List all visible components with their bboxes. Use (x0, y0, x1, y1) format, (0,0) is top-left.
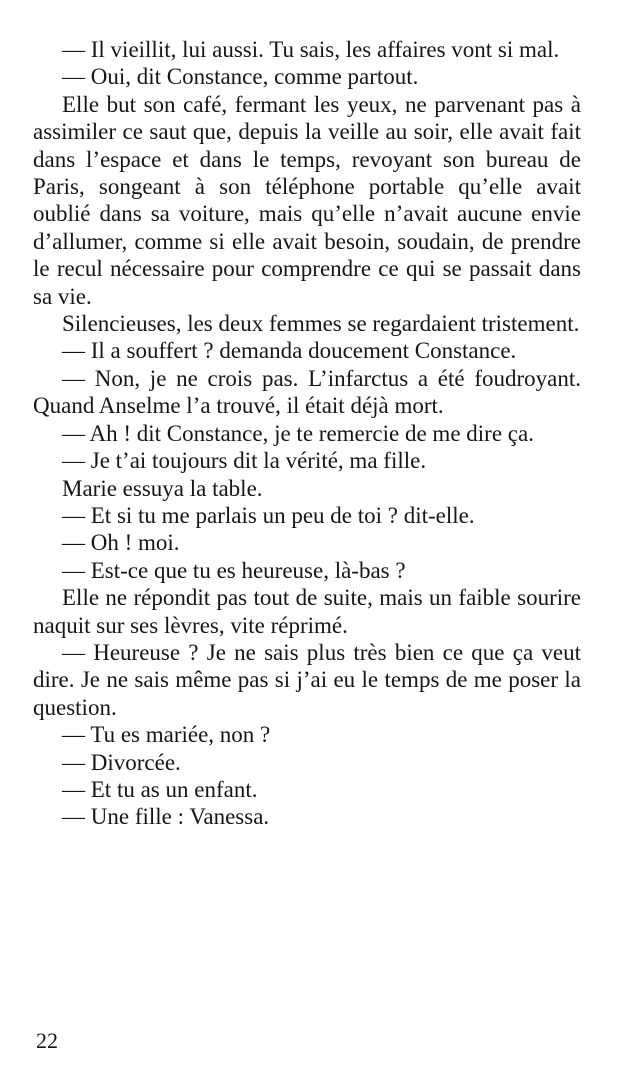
page-number: 22 (36, 1028, 58, 1053)
paragraph: — Il vieillit, lui aussi. Tu sais, les affaires vont si mal. (62, 37, 560, 62)
page-text-block (33, 36, 581, 831)
paragraph: — Tu es mariée, non ? (62, 722, 271, 748)
paragraph: — Oui, dit Constance, comme partout. (62, 64, 419, 90)
paragraph: Elle but son café, fermant les yeux, ne parvenant pas à assimiler ce saut que, depuis la veille au soir, elle avait fait dans l’espace et dans le temps, revoyant son bureau de Paris, songeant à son téléphone portable qu’elle avait oublié dans sa voiture, mais qu’elle n’avait aucune envie d’allumer, comme si elle avait besoin, soudain, de prendre le recul nécessaire pour comprendre ce qui se passait dans sa vie. (33, 91, 581, 309)
paragraph: — Non, je ne crois pas. L’infarctus a été foudroyant. Quand Anselme l’a trouvé, il était déjà mort. (33, 365, 581, 419)
paragraph: — Divorcée. (62, 749, 181, 775)
paragraph: Marie essuya la table. (62, 475, 263, 501)
paragraph: — Et si tu me parlais un peu de toi ? dit-elle. (62, 502, 475, 528)
paragraph: — Et tu as un enfant. (62, 776, 258, 802)
paragraph: — Oh ! moi. (62, 530, 180, 556)
paragraph: Silencieuses, les deux femmes se regardaient tristement. (62, 311, 580, 337)
paragraph: — Heureuse ? Je ne sais plus très bien ce que ça veut dire. Je ne sais même pas si j’ai eu le temps de me poser la question. (33, 639, 581, 720)
paragraph: Elle ne répondit pas tout de suite, mais un faible sourire naquit sur ses lèvres, vite réprimé. (33, 585, 581, 638)
paragraph: — Ah ! dit Constance, je te remercie de me dire ça. (62, 420, 534, 446)
paragraph: — Est-ce que tu es heureuse, là-bas ? (62, 557, 406, 583)
paragraph: — Il a souffert ? demanda doucement Constance. (62, 338, 517, 364)
paragraph: — Une fille : Vanessa. (62, 804, 270, 830)
paragraph: — Je t’ai toujours dit la vérité, ma fille. (62, 448, 427, 474)
